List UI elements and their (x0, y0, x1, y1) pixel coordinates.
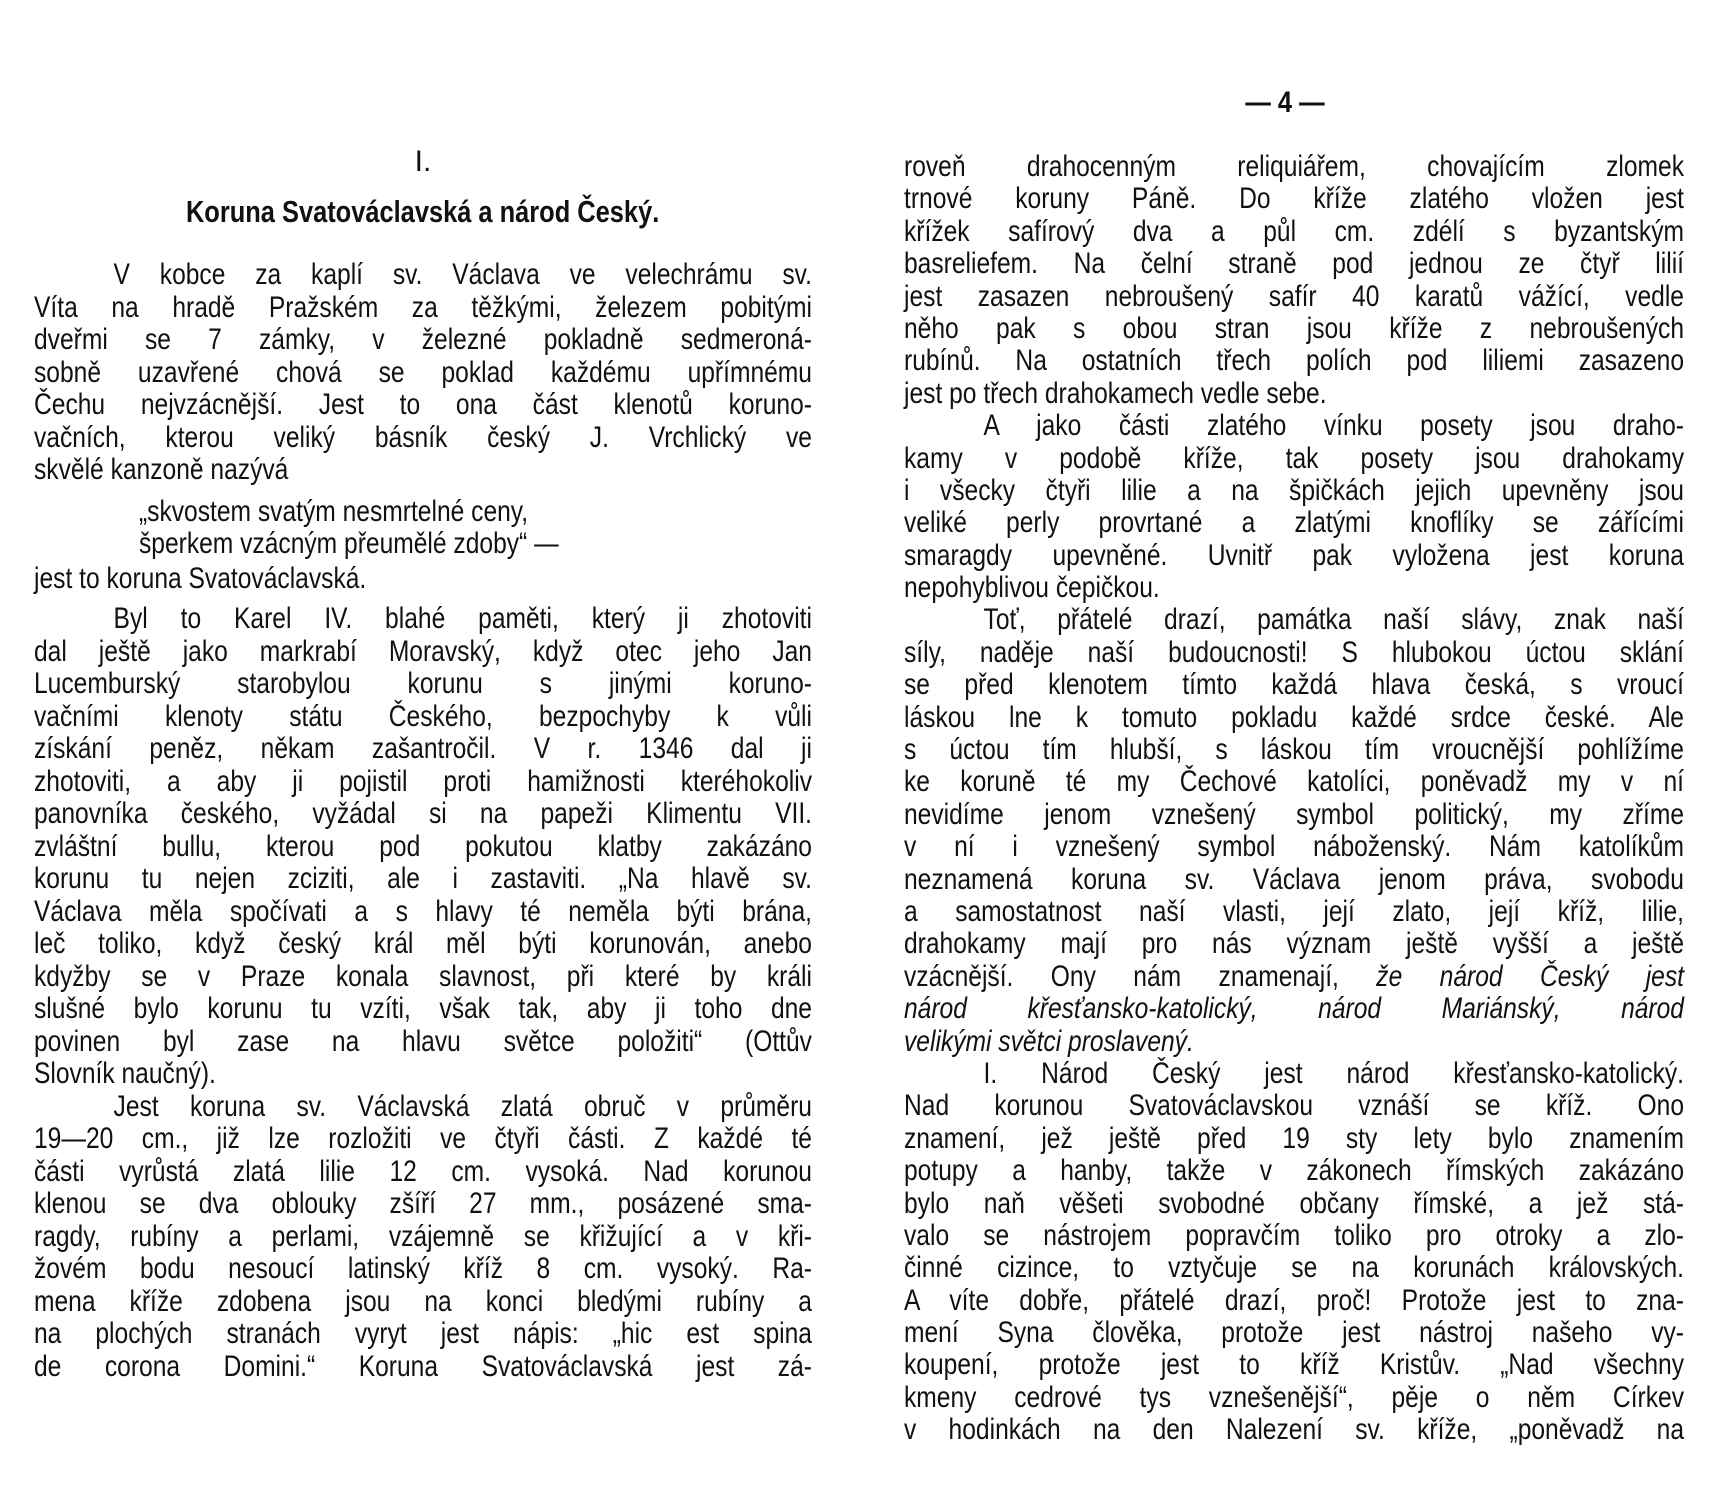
text-line: kdyžby se v Praze konala slavnost, při které by králi (34, 959, 812, 993)
text-line: korunu tu nejen zciziti, ale i zastaviti. „Na hlavě sv. (34, 862, 812, 895)
text-line: mena kříže zdobena jsou na konci bledými rubíny a (34, 1284, 812, 1318)
text-line: potupy a hanby, takže v zákonech římských zakázáno (904, 1154, 1684, 1188)
text-line: zvláštní bullu, kterou pod pokutou klatby zakázáno (34, 829, 812, 863)
text-line: povinen byl zase na hlavu světce položiti“ (Ottův (34, 1024, 812, 1058)
text-line: Slovník naučný). (34, 1057, 216, 1090)
text-line: Toť, přátelé drazí, památka naší slávy, znak naší (983, 603, 1684, 637)
text-line: sobně uzavřené chová se poklad každému upřímnému (34, 355, 812, 389)
text-line: slušné bylo korunu tu vzíti, však tak, aby ji toho dne (34, 992, 812, 1025)
text-line: části vyrůstá zlatá lilie 12 cm. vysoká. Nad korunou (34, 1154, 812, 1188)
text-line: a samostatnost naší vlasti, její zlato, její kříž, lilie, (904, 894, 1684, 928)
text-line: 19—20 cm., již lze rozložiti ve čtyři části. Z každé té (34, 1122, 812, 1155)
text-line: V kobce za kaplí sv. Václava ve velechrámu sv. (113, 258, 812, 291)
text-line: panovníka českého, vyžádal si na papeži Klimentu VII. (34, 797, 812, 830)
text-line: leč toliko, když český král měl býti korunován, anebo (34, 927, 812, 960)
text-line: Nad korunou Svatováclavskou vznáší se kříž. Ono (904, 1089, 1684, 1123)
text-line: Lucemburský starobylou korunu s jinými koruno- (34, 667, 812, 700)
italic-emphasis: že národ Český jest (1376, 959, 1684, 993)
quote-line: šperkem vzácným přeumělé zdoby“ — (138, 527, 559, 560)
text-line: Víta na hradě Pražském za těžkými, železem pobitými (34, 290, 812, 324)
text-line: koupení, protože jest to kříž Kristův. „Nad všechny (904, 1348, 1684, 1382)
text-line: znamení, jež ještě před 19 sty lety bylo znamením (904, 1121, 1684, 1155)
text-line: Václava měla spočívati a s hlavy té neměla býti brána, (34, 894, 812, 928)
chapter-title-text: Koruna Svatováclavská a národ Český. (186, 194, 660, 229)
text-line: A jako části zlatého vínku posety jsou draho- (983, 409, 1684, 443)
text-line: smaragdy upevněné. Uvnitř pak vyložena jest koruna (904, 538, 1684, 572)
text-line: drahokamy mají pro nás význam ještě vyšší a ještě (904, 927, 1684, 961)
text-line: neznamená koruna sv. Václava jenom práva, svobodu (904, 862, 1684, 896)
text-line: valo se nástrojem popravčím toliko pro otroky a zlo- (904, 1218, 1684, 1252)
page-number: — 4 — (1245, 86, 1325, 119)
text-line: nepohyblivou čepičkou. (904, 571, 1160, 605)
text-line: i všecky čtyři lilie a na špičkách jejich upevněny jsou (904, 473, 1684, 507)
text-line: ke koruně té my Čechové katolíci, poněvadž my v ní (904, 765, 1684, 799)
text-line: Jest koruna sv. Václavská zlatá obruč v průměru (113, 1089, 812, 1123)
text-line: jest zasazen nebroušený safír 40 karatů vážící, vedle (904, 279, 1684, 313)
text-line: roveň drahocenným reliquiářem, chovajícím zlomek (904, 150, 1684, 183)
text-line: něho pak s obou stran jsou kříže z nebroušených (904, 311, 1684, 345)
left-page-column (34, 259, 812, 1383)
chapter-number: I. (414, 145, 432, 178)
text-line: mení Syna člověka, protože jest nástroj našeho vy- (904, 1316, 1684, 1350)
text-line: basreliefem. Na čelní straně pod jednou ze čtyř lilií (904, 247, 1684, 281)
text-line: trnové koruny Páně. Do kříže zlatého vložen jest (904, 182, 1684, 216)
text-line: Byl to Karel IV. blahé paměti, který ji zhotoviti (113, 602, 812, 635)
text-line: vačními klenoty státu Českého, bezpochyby k vůli (34, 699, 812, 733)
text-line: kmeny cedrové tys vznešenější“, pěje o něm Církev (904, 1380, 1684, 1414)
text-line: skvělé kanzoně nazývá (34, 453, 289, 486)
text-line: v ní i vznešený symbol náboženský. Nám katolíkům (904, 830, 1684, 864)
italic-emphasis-line: velikými světci proslavený. (904, 1024, 1194, 1058)
text-line: ragdy, rubíny a perlami, vzájemně se křižující a v kři- (34, 1219, 812, 1253)
text-line: bylo naň věšeti svobodné občany římské, a jež stá- (904, 1186, 1684, 1220)
text-line: dal ještě jako markrabí Moravský, když otec jeho Jan (34, 634, 812, 668)
text-line: v hodinkách na den Nalezení sv. kříže, „poněvadž na (904, 1413, 1684, 1447)
right-page-column (904, 151, 1684, 1447)
text-line: získání peněz, někam zašantročil. V r. 1346 dal ji (34, 732, 812, 765)
text-line: kamy v podobě kříže, tak posety jsou drahokamy (904, 441, 1684, 475)
text-line: dveřmi se 7 zámky, v železné pokladně sedmeroná- (34, 323, 812, 356)
text-line: zhotoviti, a aby ji pojistil proti hamižnosti kteréhokoliv (34, 764, 812, 798)
text-line: de corona Domini.“ Koruna Svatováclavská jest zá- (34, 1349, 812, 1383)
text-segment: vzácnější. Ony nám znamenají, (904, 959, 1339, 993)
text-line (904, 961, 1684, 993)
text-line: I. Národ Český jest národ křesťansko-katolický. (983, 1056, 1684, 1090)
quote-line: „skvostem svatým nesmrtelné ceny, (138, 494, 529, 528)
text-line: žovém bodu nesoucí latinský kříž 8 cm. vysoký. Ra- (34, 1252, 812, 1285)
chapter-title (34, 194, 812, 230)
text-line: se před klenotem tímto každá hlava česká, s vroucí (904, 668, 1684, 702)
text-line: křížek safírový dva a půl cm. zdélí s byzantským (904, 214, 1684, 248)
text-line: A víte dobře, přátelé drazí, proč! Protože jest to zna- (904, 1283, 1684, 1317)
text-line: s úctou tím hlubší, s láskou tím vroucnější pohlížíme (904, 733, 1684, 767)
text-line: klenou se dva oblouky zšíří 27 mm., posázené sma- (34, 1187, 812, 1220)
text-line: láskou lne k tomuto pokladu každé srdce české. Ale (904, 700, 1684, 734)
text-line: vačních, kterou veliký básník český J. Vrchlický ve (34, 420, 812, 454)
text-line: činné cizince, to vztyčuje se na korunách královských. (904, 1251, 1684, 1285)
text-line: nevidíme jenom vznešený symbol politický, my zříme (904, 797, 1684, 831)
text-line: jest to koruna Svatováclavská. (34, 561, 367, 595)
text-line: veliké perly provrtané a zlatými knoflíky se zářícími (904, 506, 1684, 540)
text-line: rubínů. Na ostatních třech polích pod liliemi zasazeno (904, 344, 1684, 378)
text-line: jest po třech drahokamech vedle sebe. (904, 376, 1327, 410)
text-line: na plochých stranách vyryt jest nápis: „hic est spina (34, 1317, 812, 1350)
italic-emphasis-line: národ křesťansko-katolický, národ Mariánský, národ (904, 992, 1684, 1026)
text-line: síly, naděje naší budoucnosti! S hlubokou úctou sklání (904, 635, 1684, 669)
text-line: Čechu nejvzácnější. Jest to ona část klenotů koruno- (34, 388, 812, 421)
